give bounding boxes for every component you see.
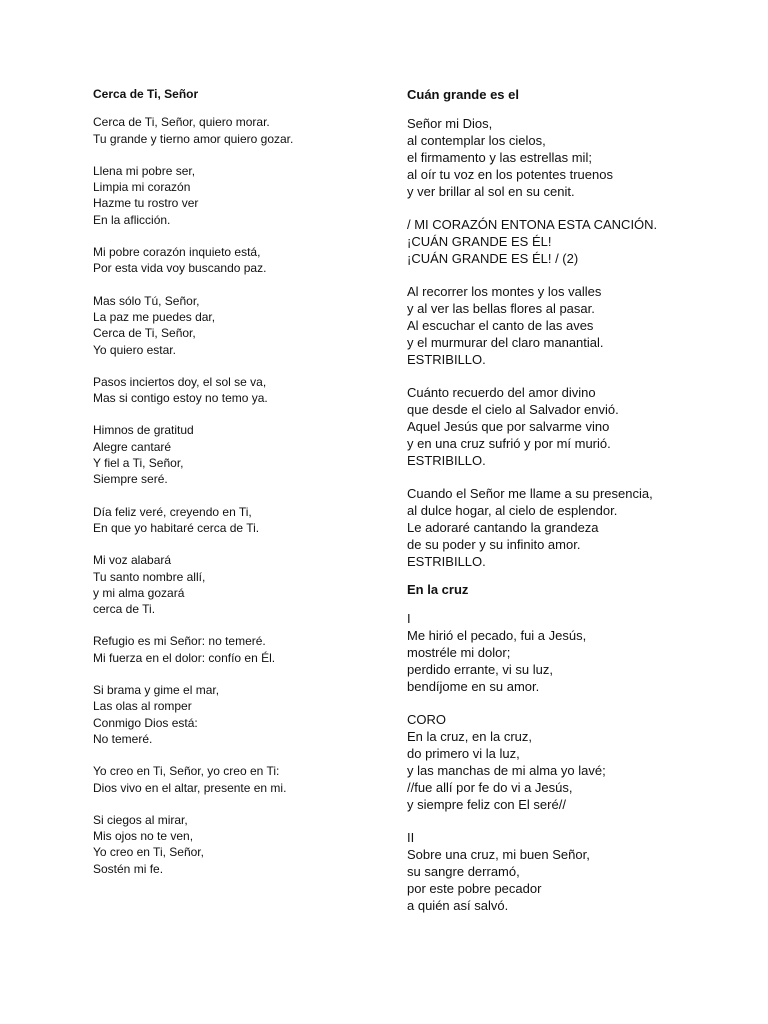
lyric-line: y al ver las bellas flores al pasar. (407, 301, 595, 316)
lyric-line: Por esta vida voy buscando paz. (93, 261, 267, 276)
lyric-line: No temeré. (93, 731, 153, 746)
lyric-line: el firmamento y las estrellas mil; (407, 150, 592, 165)
lyric-line: Dios vivo en el altar, presente en mi. (93, 780, 287, 795)
lyric-line: bendíjome en su amor. (407, 679, 540, 694)
lyric-line: y en una cruz sufrió y por mí murió. (407, 436, 611, 451)
lyric-line: Señor mi Dios, (407, 116, 493, 131)
lyric-line: Mas sólo Tú, Señor, (93, 293, 200, 308)
lyric-line: ¡CUÁN GRANDE ES ÉL! (407, 234, 552, 249)
lyric-line: Cerca de Ti, Señor, quiero morar. (93, 115, 270, 130)
lyric-line: que desde el cielo al Salvador envió. (407, 402, 619, 417)
lyric-line: Himnos de gratitud (93, 423, 194, 438)
lyric-line: En la aflicción. (93, 212, 171, 227)
left-column (93, 86, 373, 893)
lyric-line: Me hirió el pecado, fui a Jesús, (407, 628, 587, 643)
stanza (407, 115, 707, 200)
lyric-line: Yo creo en Ti, Señor, (93, 845, 204, 860)
lyric-line: Tu grande y tierno amor quiero gozar. (93, 131, 294, 146)
lyric-line: En que yo habitaré cerca de Ti. (93, 520, 260, 535)
lyric-line: mostréle mi dolor; (407, 645, 511, 660)
lyric-line: Refugio es mi Señor: no temeré. (93, 634, 266, 649)
lyric-line: Tu santo nombre allí, (93, 569, 206, 584)
lyric-line: Cuando el Señor me llame a su presencia, (407, 486, 653, 501)
lyric-line: Le adoraré cantando la grandeza (407, 520, 599, 535)
stanza (93, 682, 373, 747)
lyric-line: I (407, 611, 411, 626)
lyric-line: Si ciegos al mirar, (93, 812, 188, 827)
stanza (93, 812, 373, 877)
song2-stanzas (407, 610, 707, 914)
lyric-line: Mi voz alabará (93, 553, 172, 568)
stanza (93, 163, 373, 228)
lyric-line: Yo quiero estar. (93, 342, 176, 357)
lyric-line: / MI CORAZÓN ENTONA ESTA CANCIÓN. (407, 217, 658, 232)
lyric-line: Cuánto recuerdo del amor divino (407, 385, 596, 400)
lyric-line: Llena mi pobre ser, (93, 163, 196, 178)
lyric-line: al contemplar los cielos, (407, 133, 546, 148)
lyric-line: En la cruz, en la cruz, (407, 729, 532, 744)
stanza (407, 283, 707, 368)
lyric-line: y ver brillar al sol en su cenit. (407, 184, 575, 199)
stanza (93, 293, 373, 358)
lyric-line: Mis ojos no te ven, (93, 829, 194, 844)
lyric-line: Aquel Jesús que por salvarme vino (407, 419, 610, 434)
lyric-line: Mi pobre corazón inquieto está, (93, 245, 261, 260)
stanza (93, 244, 373, 277)
lyric-line: y mi alma gozará (93, 585, 185, 600)
song1-stanzas (407, 115, 707, 570)
lyric-line: Siempre seré. (93, 472, 168, 487)
lyric-line: a quién así salvó. (407, 898, 509, 913)
stanza (93, 633, 373, 666)
left-stanzas (93, 114, 373, 877)
stanza (93, 552, 373, 617)
song-title-cuan-grande: Cuán grande es el (407, 87, 519, 102)
lyric-line: ESTRIBILLO. (407, 453, 486, 468)
stanza (93, 504, 373, 537)
lyric-line: perdido errante, vi su luz, (407, 662, 553, 677)
lyric-line: Al escuchar el canto de las aves (407, 318, 594, 333)
lyric-line: CORO (407, 712, 446, 727)
lyric-line: Y fiel a Ti, Señor, (93, 456, 184, 471)
lyric-line: II (407, 830, 415, 845)
stanza (93, 422, 373, 487)
lyric-line: Limpia mi corazón (93, 180, 191, 195)
lyric-line: ¡CUÁN GRANDE ES ÉL! / (2) (407, 251, 579, 266)
lyric-line: Yo creo en Ti, Señor, yo creo en Ti: (93, 764, 280, 779)
lyric-line: Hazme tu rostro ver (93, 196, 199, 211)
stanza (407, 610, 707, 695)
lyric-line: Mas si contigo estoy no temo ya. (93, 391, 268, 406)
lyric-line: cerca de Ti. (93, 602, 156, 617)
lyric-line: Conmigo Dios está: (93, 715, 198, 730)
song-title-cerca-de-ti: Cerca de Ti, Señor (93, 87, 199, 101)
stanza (407, 711, 707, 813)
lyric-line: Día feliz veré, creyendo en Ti, (93, 504, 252, 519)
lyric-line: Al recorrer los montes y los valles (407, 284, 602, 299)
right-column (407, 86, 707, 930)
lyric-line: Sobre una cruz, mi buen Señor, (407, 847, 590, 862)
lyric-line: do primero vi la luz, (407, 746, 520, 761)
lyric-line: al oír tu voz en los potentes truenos (407, 167, 613, 182)
lyric-line: su sangre derramó, (407, 864, 520, 879)
lyric-line: Cerca de Ti, Señor, (93, 326, 196, 341)
lyric-line: y el murmurar del claro manantial. (407, 335, 604, 350)
lyric-line: ESTRIBILLO. (407, 554, 486, 569)
lyric-line: de su poder y su infinito amor. (407, 537, 581, 552)
lyric-line: y las manchas de mi alma yo lavé; (407, 763, 606, 778)
stanza (407, 485, 707, 570)
stanza (407, 384, 707, 469)
lyric-line: al dulce hogar, al cielo de esplendor. (407, 503, 618, 518)
lyric-line: por este pobre pecador (407, 881, 542, 896)
lyric-line: Mi fuerza en el dolor: confío en Él. (93, 650, 276, 665)
lyric-line: La paz me puedes dar, (93, 309, 216, 324)
lyric-line: Alegre cantaré (93, 439, 172, 454)
stanza (93, 763, 373, 796)
lyric-line: Pasos inciertos doy, el sol se va, (93, 374, 267, 389)
stanza (407, 829, 707, 914)
lyric-line: Las olas al romper (93, 699, 192, 714)
lyric-line: ESTRIBILLO. (407, 352, 486, 367)
lyric-line: Sostén mi fe. (93, 861, 164, 876)
lyric-line: y siempre feliz con El seré// (407, 797, 566, 812)
song-title-en-la-cruz: En la cruz (407, 582, 469, 597)
stanza (93, 114, 373, 147)
lyric-line: Si brama y gime el mar, (93, 683, 220, 698)
lyric-line: //fue allí por fe do vi a Jesús, (407, 780, 573, 795)
stanza (407, 216, 707, 267)
stanza (93, 374, 373, 407)
